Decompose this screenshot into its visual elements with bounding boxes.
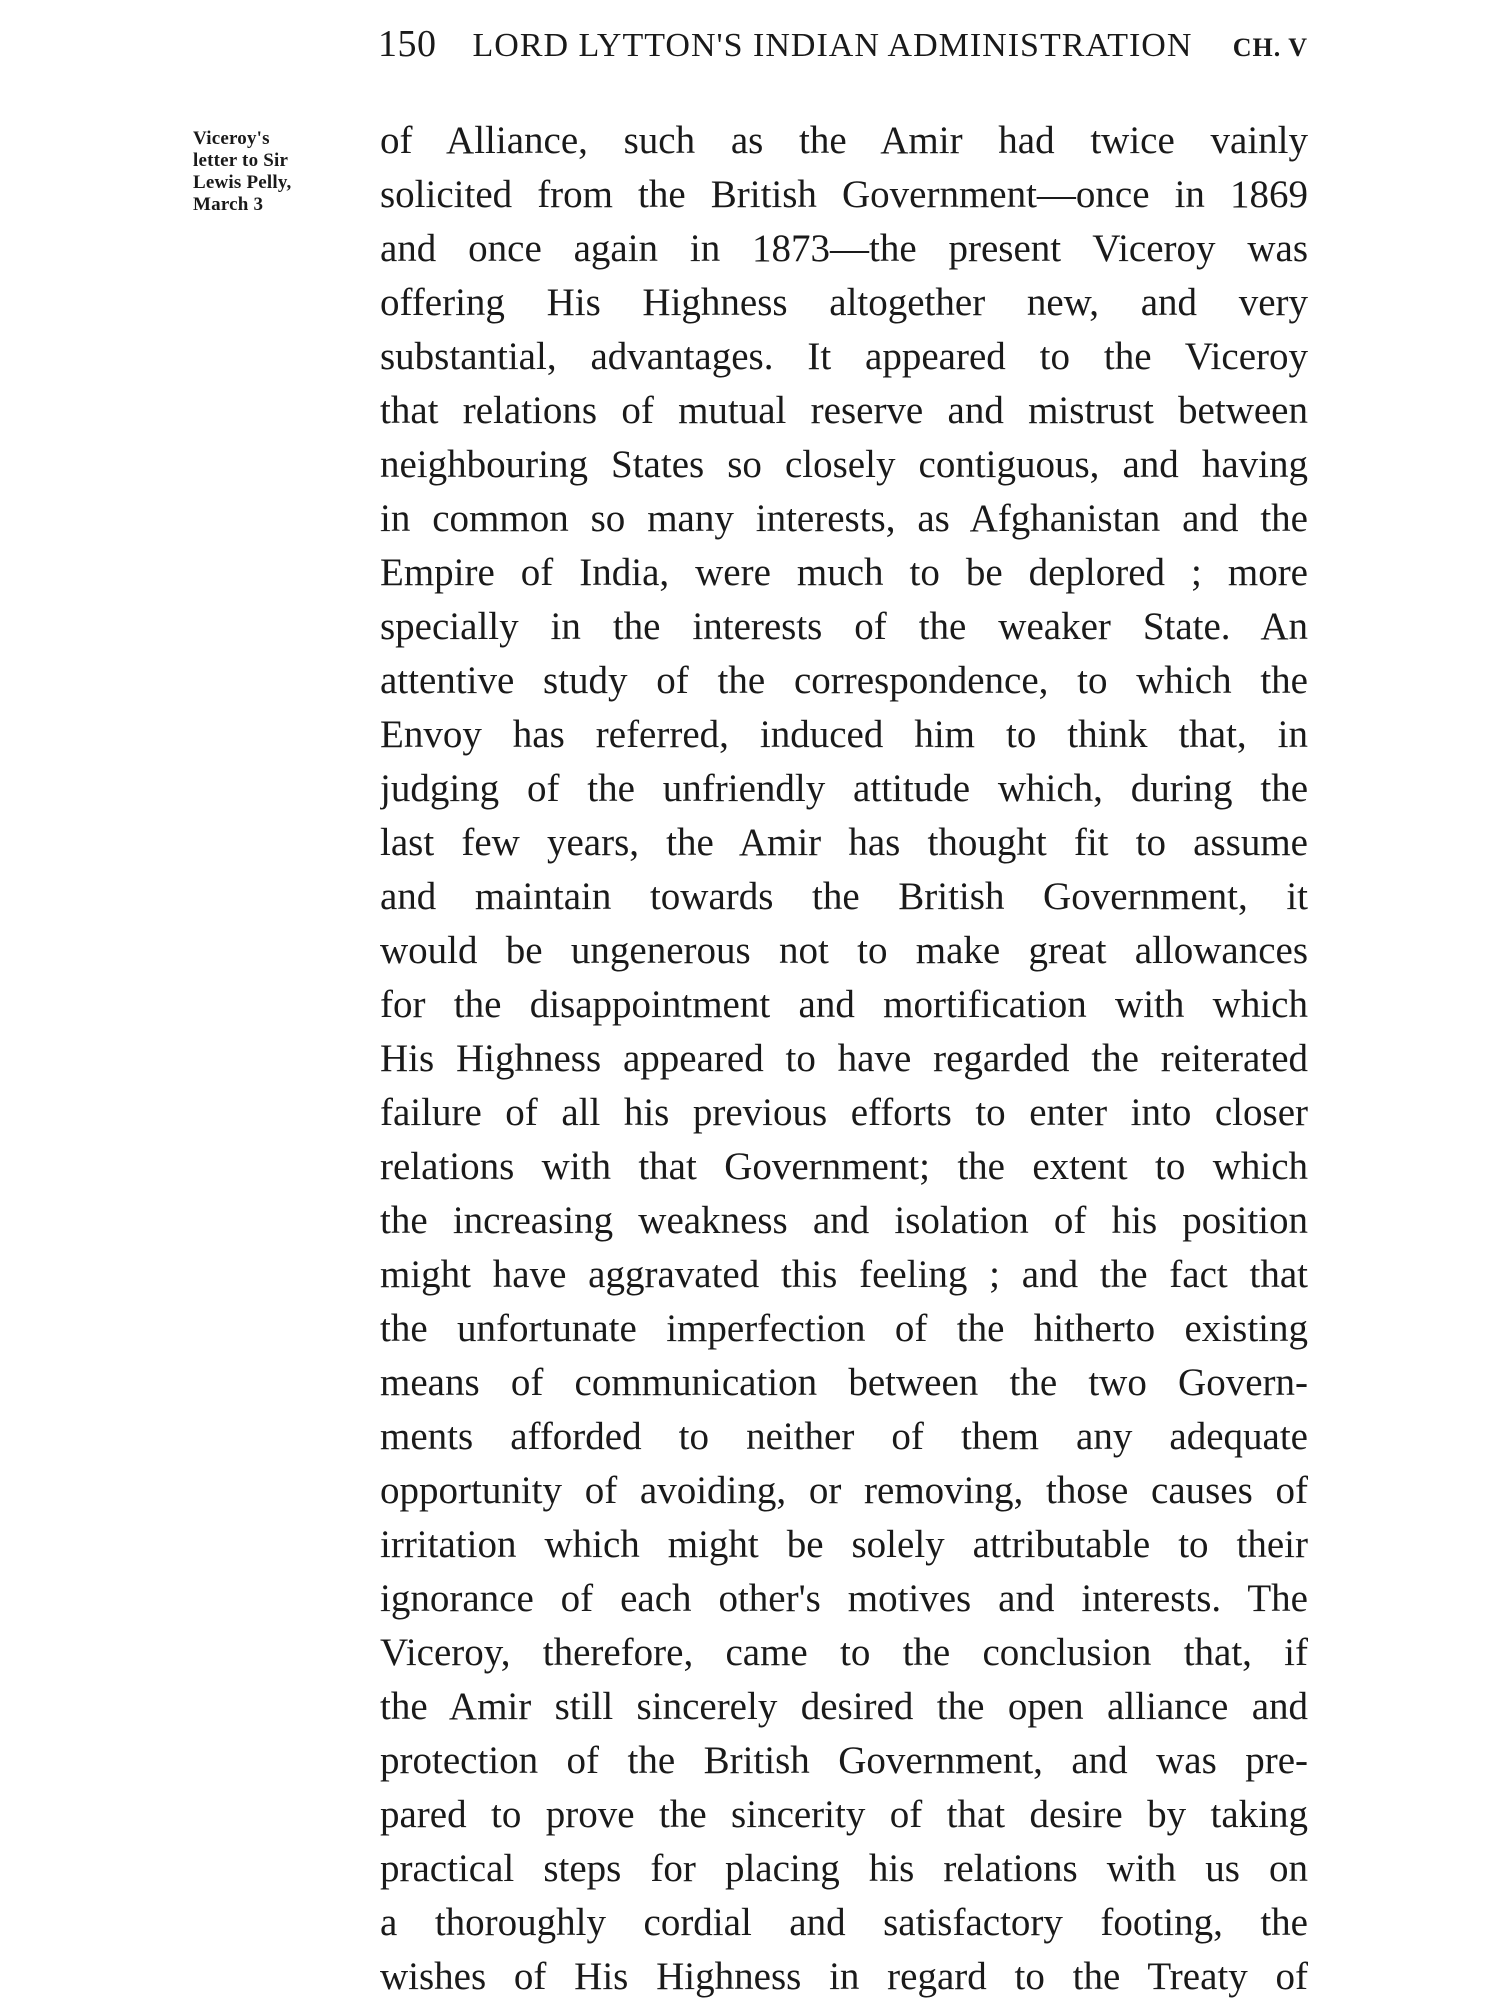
text-line: failure of all his previous efforts to enter into closer: [380, 1091, 1308, 1134]
text-line: neighbouring States so closely contiguous, and having: [380, 443, 1308, 486]
running-title: LORD LYTTON'S INDIAN ADMINISTRATION: [472, 27, 1193, 64]
text-line: the Amir still sincerely desired the open alliance and: [380, 1685, 1308, 1728]
text-line: means of communication between the two Govern-: [380, 1361, 1308, 1404]
text-line: offering His Highness altogether new, and very: [380, 281, 1308, 324]
text-line: pared to prove the sincerity of that desire by taking: [380, 1793, 1308, 1836]
marginal-note-line: Lewis Pelly,: [193, 172, 292, 193]
text-line: protection of the British Government, and was pre-: [380, 1739, 1308, 1782]
text-line: the unfortunate imperfection of the hitherto existing: [380, 1307, 1308, 1350]
text-line: Viceroy, therefore, came to the conclusion that, if: [380, 1631, 1308, 1674]
text-line: relations with that Government; the extent to which: [380, 1145, 1308, 1188]
text-line: the increasing weakness and isolation of his position: [380, 1199, 1308, 1242]
text-line: practical steps for placing his relations with us on: [380, 1847, 1308, 1890]
text-line: Envoy has referred, induced him to think that, in: [380, 713, 1308, 756]
text-line: would be ungenerous not to make great allowances: [380, 929, 1308, 972]
text-line: and once again in 1873—the present Viceroy was: [380, 227, 1308, 270]
marginal-note-line: March 3: [193, 194, 264, 215]
text-line: specially in the interests of the weaker State. An: [380, 605, 1308, 648]
chapter-reference: CH. V: [1232, 33, 1308, 62]
text-line: attentive study of the correspondence, to which the: [380, 659, 1308, 702]
text-line: substantial, advantages. It appeared to the Viceroy: [380, 335, 1308, 378]
text-line: irritation which might be solely attributable to their: [380, 1523, 1308, 1566]
text-line: His Highness appeared to have regarded the reiterated: [380, 1037, 1308, 1080]
text-line: opportunity of avoiding, or removing, those causes of: [380, 1469, 1308, 1512]
text-line: in common so many interests, as Afghanistan and the: [380, 497, 1308, 540]
text-line: solicited from the British Government—once in 1869: [380, 173, 1308, 216]
text-line: ignorance of each other's motives and interests. The: [380, 1577, 1308, 1620]
page-number: 150: [378, 23, 437, 65]
marginal-note: [193, 128, 353, 216]
text-line: ments afforded to neither of them any adequate: [380, 1415, 1308, 1458]
text-line: for the disappointment and mortification with which: [380, 983, 1308, 1026]
text-line: a thoroughly cordial and satisfactory footing, the: [380, 1901, 1308, 1944]
text-line: last few years, the Amir has thought fit to assume: [380, 821, 1308, 864]
body-text: [380, 114, 1308, 2004]
text-line: judging of the unfriendly attitude which, during the: [380, 767, 1308, 810]
text-line: of Alliance, such as the Amir had twice vainly: [380, 119, 1308, 162]
text-line: wishes of His Highness in regard to the Treaty of: [380, 1955, 1308, 1998]
marginal-note-line: letter to Sir: [193, 150, 289, 171]
page-header: [378, 22, 1308, 78]
text-line: might have aggravated this feeling ; and the fact that: [380, 1253, 1308, 1296]
text-line: and maintain towards the British Government, it: [380, 875, 1308, 918]
marginal-note-line: Viceroy's: [193, 128, 270, 149]
text-line: Empire of India, were much to be deplored ; more: [380, 551, 1308, 594]
text-line: that relations of mutual reserve and mistrust between: [380, 389, 1308, 432]
